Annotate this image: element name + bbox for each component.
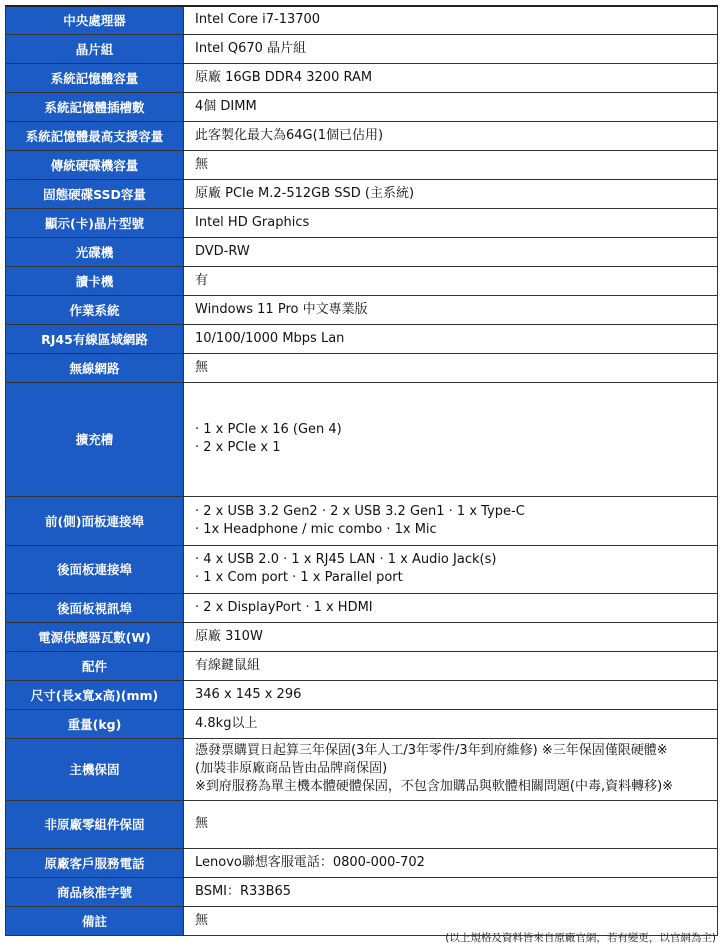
spec-value <box>184 6 718 34</box>
spec-row <box>6 593 718 622</box>
spec-value <box>184 848 718 877</box>
spec-value-line: · 2 x USB 3.2 Gen2 · 2 x USB 3.2 Gen1 · 1 x Type-C <box>195 503 525 519</box>
spec-value-line: · 1 x Com port · 1 x Parallel port <box>195 570 403 585</box>
spec-value <box>184 324 718 353</box>
spec-value-line: · 4 x USB 2.0 · 1 x RJ45 LAN · 1 x Audio Jack(s) <box>195 552 497 567</box>
spec-value-line: ※到府服務為單主機本體硬體保固，不包含加購品與軟體相關問題(中毒,資料轉移)※ <box>195 779 674 794</box>
spec-label: 後面板視訊埠 <box>6 593 184 622</box>
spec-value <box>184 150 718 179</box>
spec-label: 中央處理器 <box>6 6 184 34</box>
spec-label: 系統記憶體最高支援容量 <box>6 121 184 150</box>
spec-value-line: 原廠 16GB DDR4 3200 RAM <box>195 69 373 85</box>
spec-value <box>184 295 718 324</box>
spec-row <box>6 150 718 179</box>
spec-label: 晶片組 <box>6 34 184 63</box>
spec-value <box>184 651 718 680</box>
spec-value-line: Windows 11 Pro 中文專業版 <box>195 301 368 317</box>
spec-value <box>184 593 718 622</box>
spec-row <box>6 179 718 208</box>
spec-label: 顯示(卡)晶片型號 <box>6 208 184 237</box>
spec-table <box>5 5 718 936</box>
spec-value <box>184 382 718 496</box>
spec-label: 作業系統 <box>6 295 184 324</box>
spec-value-line: · 1x Headphone / mic combo · 1x Mic <box>195 521 437 537</box>
spec-row <box>6 295 718 324</box>
spec-label: 無線網路 <box>6 353 184 382</box>
spec-label: 前(側)面板連接埠 <box>6 496 184 545</box>
spec-row <box>6 800 718 848</box>
spec-label: 主機保固 <box>6 738 184 800</box>
spec-label: 傳統硬碟機容量 <box>6 150 184 179</box>
spec-row <box>6 208 718 237</box>
spec-value-line: 原廠 PCIe M.2-512GB SSD (主系統) <box>195 185 415 201</box>
spec-value-line: Intel HD Graphics <box>195 214 310 230</box>
spec-value <box>184 496 718 545</box>
spec-label: 配件 <box>6 651 184 680</box>
spec-label: 重量(kg) <box>6 709 184 738</box>
spec-label: 後面板連接埠 <box>6 545 184 593</box>
spec-value-line: 原廠 310W <box>195 628 263 644</box>
spec-label: 尺寸(長x寬x高)(mm) <box>6 680 184 709</box>
spec-value <box>184 34 718 63</box>
spec-value-line: · 1 x PCIe x 16 (Gen 4) <box>195 422 342 437</box>
spec-value-line: · 2 x DisplayPort · 1 x HDMI <box>195 599 373 615</box>
spec-value-line: BSMI：R33B65 <box>195 883 292 899</box>
spec-value <box>184 877 718 906</box>
spec-row <box>6 622 718 651</box>
spec-label: 電源供應器瓦數(W) <box>6 622 184 651</box>
spec-row <box>6 382 718 496</box>
spec-value <box>184 237 718 266</box>
spec-label: 備註 <box>6 906 184 935</box>
spec-label: 固態硬碟SSD容量 <box>6 179 184 208</box>
spec-value-line: Lenovo聯想客服電話：0800-000-702 <box>195 854 425 870</box>
spec-value-line: Intel Q670 晶片組 <box>195 40 307 56</box>
spec-value-line: 此客製化最大為64G(1個已佔用) <box>195 127 384 143</box>
spec-value-line: 憑發票購買日起算三年保固(3年人工/3年零件/3年到府維修) ※三年保固僅限硬體※ <box>195 743 668 758</box>
spec-row <box>6 496 718 545</box>
spec-value <box>184 709 718 738</box>
spec-table-body <box>6 6 718 935</box>
spec-label: 系統記憶體容量 <box>6 63 184 92</box>
spec-label: 非原廠零組件保固 <box>6 800 184 848</box>
spec-row <box>6 709 718 738</box>
spec-value <box>184 738 718 800</box>
spec-value <box>184 622 718 651</box>
spec-value-line: 346 x 145 x 296 <box>195 686 302 702</box>
spec-label: 原廠客戶服務電話 <box>6 848 184 877</box>
spec-label: 商品核准字號 <box>6 877 184 906</box>
spec-value <box>184 208 718 237</box>
spec-row <box>6 237 718 266</box>
spec-row <box>6 651 718 680</box>
spec-value <box>184 800 718 848</box>
spec-value-line: 有線鍵鼠組 <box>195 657 261 673</box>
spec-value-line: 10/100/1000 Mbps Lan <box>195 330 345 346</box>
spec-label: 系統記憶體插槽數 <box>6 92 184 121</box>
spec-value-line: 無 <box>195 816 209 831</box>
spec-value <box>184 545 718 593</box>
spec-value <box>184 92 718 121</box>
spec-row <box>6 353 718 382</box>
spec-value-line: 4個 DIMM <box>195 98 257 114</box>
spec-value <box>184 121 718 150</box>
spec-value <box>184 353 718 382</box>
spec-row <box>6 92 718 121</box>
spec-value-line: Intel Core i7-13700 <box>195 12 321 28</box>
spec-value <box>184 266 718 295</box>
spec-row <box>6 121 718 150</box>
spec-row <box>6 324 718 353</box>
spec-value-line: (加裝非原廠商品皆由品牌商保固) <box>195 761 388 776</box>
spec-row <box>6 848 718 877</box>
spec-row <box>6 680 718 709</box>
spec-row <box>6 877 718 906</box>
spec-value-line: 無 <box>195 912 209 928</box>
spec-row <box>6 545 718 593</box>
footnote: (以上規格及資料皆來自原廠官網，若有變更，以官網為主) <box>445 932 716 944</box>
spec-value-line: · 2 x PCIe x 1 <box>195 440 281 455</box>
spec-row <box>6 34 718 63</box>
spec-value <box>184 179 718 208</box>
spec-value-line: 無 <box>195 156 209 172</box>
spec-value-line: 4.8kg以上 <box>195 715 258 731</box>
spec-row <box>6 6 718 34</box>
spec-value-line: 有 <box>195 272 209 288</box>
spec-value-line: 無 <box>195 359 209 375</box>
spec-label: 擴充槽 <box>6 382 184 496</box>
spec-label: RJ45有線區域網路 <box>6 324 184 353</box>
spec-row <box>6 738 718 800</box>
spec-row <box>6 63 718 92</box>
spec-label: 讀卡機 <box>6 266 184 295</box>
spec-value <box>184 680 718 709</box>
spec-value-line: DVD-RW <box>195 243 250 259</box>
spec-value <box>184 63 718 92</box>
spec-row <box>6 266 718 295</box>
spec-label: 光碟機 <box>6 237 184 266</box>
